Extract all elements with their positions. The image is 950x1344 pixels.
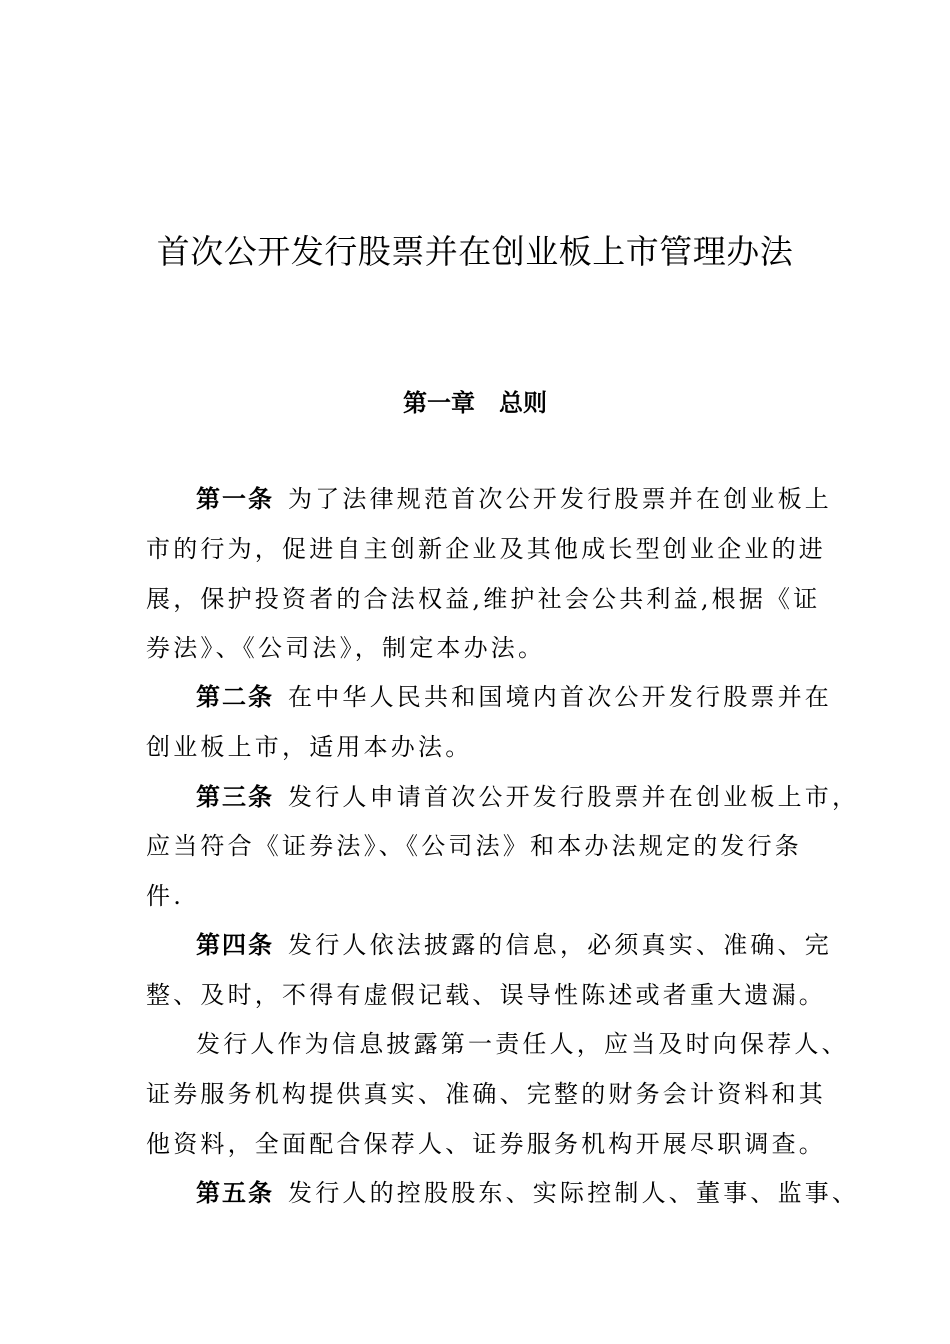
article-2-line-2: 创业板上市，适用本办法。	[146, 733, 473, 761]
article-2-line-1	[196, 681, 916, 713]
article-3-text: 发行人申请首次公开发行股票并在创业板上市，	[288, 783, 860, 811]
article-5-text: 发行人的控股股东、实际控制人、董事、监事、	[288, 1179, 860, 1207]
article-4-line-2: 整、及时，不得有虚假记载、误导性陈述或者重大遗漏。	[146, 981, 826, 1009]
article-4-label: 第四条	[196, 930, 274, 959]
article-4-line-1	[196, 929, 916, 961]
article-2-label: 第二条	[196, 682, 274, 711]
article-3-label: 第三条	[196, 782, 274, 811]
article-1-line-3: 展，保护投资者的合法权益,维护社会公共利益,根据《证	[146, 585, 821, 613]
article-1-line-4: 券法》、《公司法》，制定本办法。	[146, 634, 546, 662]
paragraph-line-1: 发行人作为信息披露第一责任人，应当及时向保荐人、	[196, 1030, 849, 1058]
chapter-heading: 第一章 总则	[403, 388, 547, 417]
article-3-line-1	[196, 781, 916, 813]
document-title: 首次公开发行股票并在创业板上市管理办法	[156, 232, 794, 271]
article-4-text: 发行人依法披露的信息，必须真实、准确、完	[288, 931, 832, 959]
article-1-line-1	[196, 483, 916, 515]
paragraph-line-2: 证券服务机构提供真实、准确、完整的财务会计资料和其	[146, 1080, 826, 1108]
article-1-label: 第一条	[196, 484, 274, 513]
paragraph-line-3: 他资料，全面配合保荐人、证券服务机构开展尽职调查。	[146, 1130, 826, 1158]
article-2-text: 在中华人民共和国境内首次公开发行股票并在	[288, 683, 832, 711]
article-3-line-2: 应当符合《证券法》、《公司法》和本办法规定的发行条	[146, 832, 802, 860]
article-1-line-2: 市的行为，促进自主创新企业及其他成长型创业企业的进	[146, 535, 826, 563]
article-1-text: 为了法律规范首次公开发行股票并在创业板上	[288, 485, 832, 513]
article-3-line-3: 件.	[146, 882, 185, 910]
article-5-label: 第五条	[196, 1178, 274, 1207]
article-5-line-1	[196, 1177, 916, 1209]
